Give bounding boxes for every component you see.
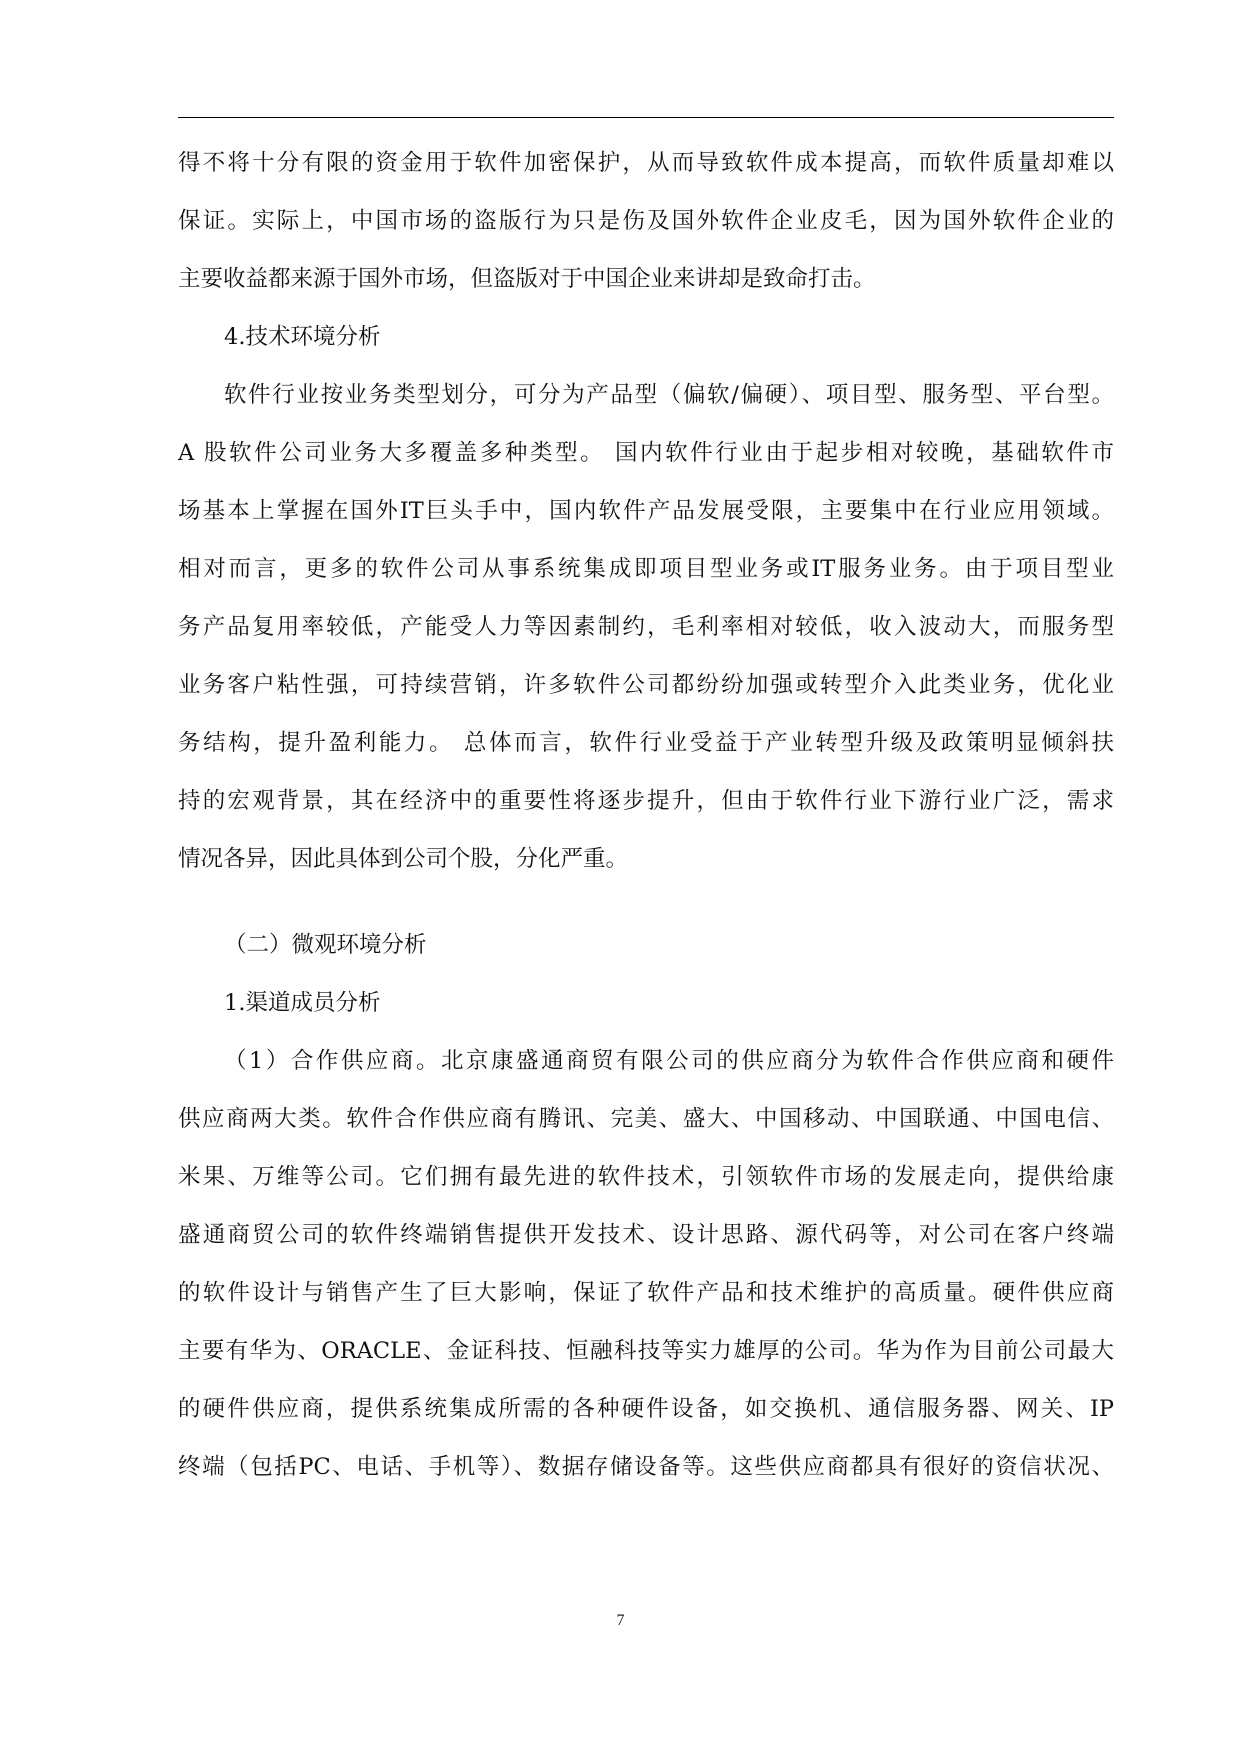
page-number: 7 [616,1612,625,1629]
paragraph-line: 场基本上掌握在国外IT巨头手中，国内软件产品发展受限，主要集中在行业应用领域。 [178,498,1114,524]
subsection-heading-channel: 1.渠道成员分析 [224,990,381,1016]
paragraph-line: 务产品复用率较低，产能受人力等因素制约，毛利率相对较低，收入波动大，而服务型 [178,614,1114,640]
paragraph-line: 主要有华为、ORACLE、金证科技、恒融科技等实力雄厚的公司。华为作为目前公司最大 [178,1338,1114,1364]
section-gap [178,888,1114,916]
paragraph-line: 的硬件供应商，提供系统集成所需的各种硬件设备，如交换机、通信服务器、网关、IP [178,1396,1114,1422]
paragraph-line: 保证。实际上，中国市场的盗版行为只是伤及国外软件企业皮毛，因为国外软件企业的 [178,208,1114,234]
paragraph-line: 盛通商贸公司的软件终端销售提供开发技术、设计思路、源代码等，对公司在客户终端 [178,1222,1114,1248]
paragraph-line: A 股软件公司业务大多覆盖多种类型。 国内软件行业由于起步相对较晚，基础软件市 [178,440,1114,466]
paragraph-line: （1）合作供应商。北京康盛通商贸有限公司的供应商分为软件合作供应商和硬件 [224,1048,1114,1074]
paragraph-line: 相对而言，更多的软件公司从事系统集成即项目型业务或IT服务业务。由于项目型业 [178,556,1114,582]
paragraph-line: 供应商两大类。软件合作供应商有腾讯、完美、盛大、中国移动、中国联通、中国电信、 [178,1106,1114,1132]
paragraph-line: 持的宏观背景，其在经济中的重要性将逐步提升，但由于软件行业下游行业广泛，需求 [178,788,1114,814]
section-heading-micro: （二）微观环境分析 [224,932,427,958]
paragraph-line: 业务客户粘性强，可持续营销，许多软件公司都纷纷加强或转型介入此类业务，优化业 [178,672,1114,698]
paragraph-line: 终端（包括PC、电话、手机等）、数据存储设备等。这些供应商都具有很好的资信状况、 [178,1454,1114,1480]
paragraph-line: 得不将十分有限的资金用于软件加密保护，从而导致软件成本提高，而软件质量却难以 [178,150,1114,176]
paragraph-line: 的软件设计与销售产生了巨大影响，保证了软件产品和技术维护的高质量。硬件供应商 [178,1280,1114,1306]
header-rule [178,117,1114,118]
page-body [178,134,1114,1496]
section-heading-tech: 4.技术环境分析 [224,324,381,350]
paragraph-line: 主要收益都来源于国外市场，但盗版对于中国企业来讲却是致命打击。 [178,266,876,292]
paragraph-line: 情况各异，因此具体到公司个股，分化严重。 [178,846,629,872]
paragraph-line: 软件行业按业务类型划分，可分为产品型（偏软/偏硬）、项目型、服务型、平台型。 [224,382,1114,408]
paragraph-line: 米果、万维等公司。它们拥有最先进的软件技术，引领软件市场的发展走向，提供给康 [178,1164,1114,1190]
paragraph-line: 务结构，提升盈利能力。 总体而言，软件行业受益于产业转型升级及政策明显倾斜扶 [178,730,1114,756]
